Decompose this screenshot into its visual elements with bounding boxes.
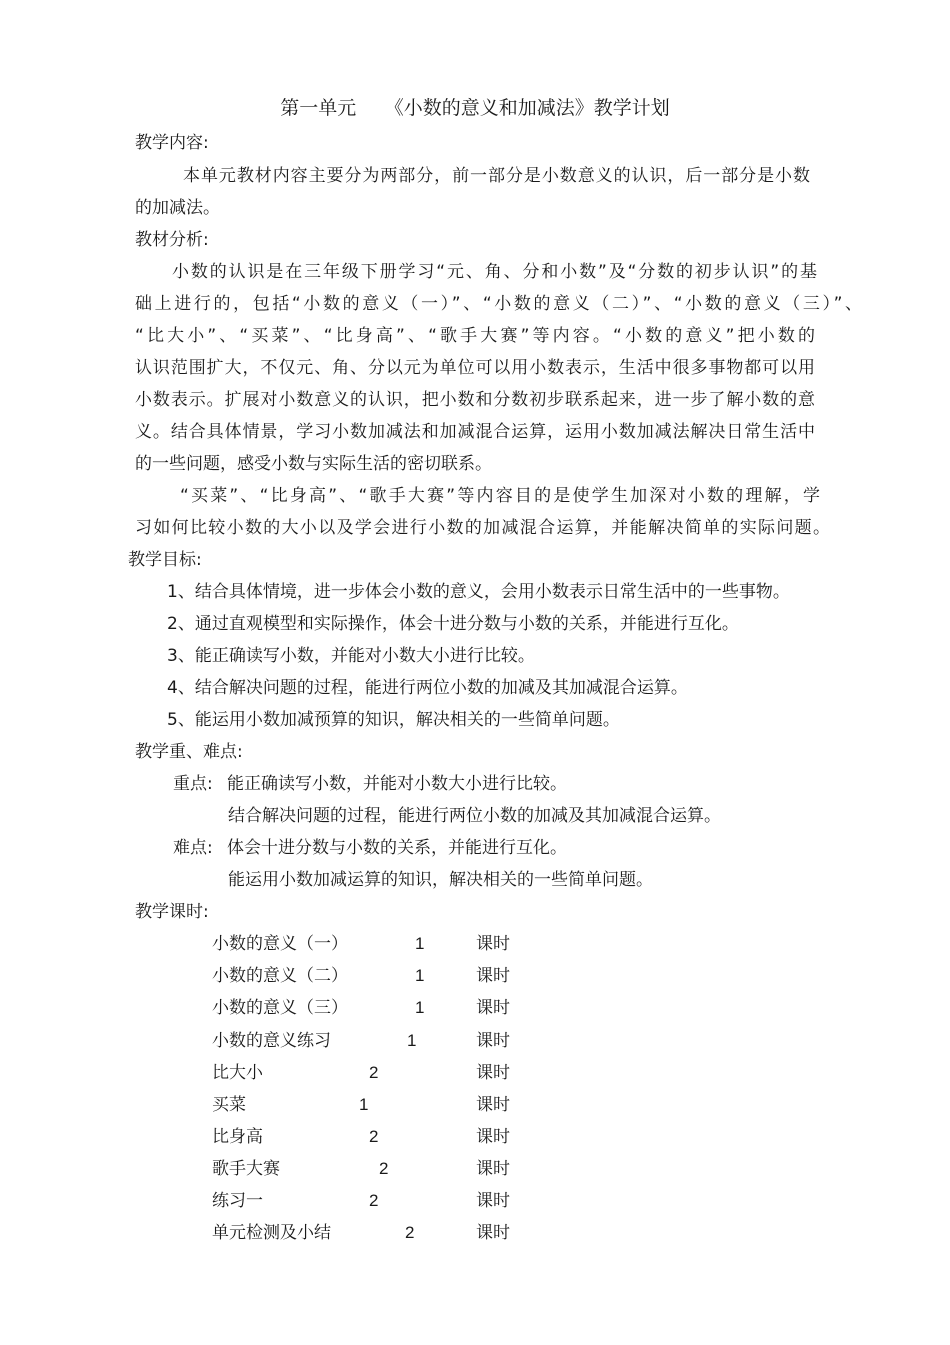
goal-item: 2、通过直观模型和实际操作，体会十进分数与小数的关系，并能进行互化。: [167, 614, 739, 634]
lesson-unit: 课时: [476, 1063, 510, 1083]
hours-row: [0, 1126, 950, 1150]
goal-item: 5、能运用小数加减预算的知识，解决相关的一些简单问题。: [167, 710, 620, 730]
goal-item: 3、能正确读写小数，并能对小数大小进行比较。: [167, 646, 535, 666]
analysis-paragraph-line: 的一些问题，感受小数与实际生活的密切联系。: [135, 454, 492, 474]
focus-item: 能正确读写小数，并能对小数大小进行比较。: [227, 774, 567, 794]
lesson-count: 2: [369, 1191, 379, 1210]
hours-row: [0, 997, 950, 1021]
hours-row: [0, 1094, 950, 1118]
section-heading-content: 教学内容:: [135, 133, 209, 153]
section-heading-hours: 教学课时:: [135, 902, 209, 922]
section-heading-analysis: 教材分析:: [135, 230, 209, 250]
analysis-paragraph-line: 习如何比较小数的大小以及学会进行小数的加减混合运算，并能解决简单的实际问题。: [135, 518, 830, 538]
lesson-name: 比大小: [212, 1063, 263, 1083]
hours-row: [0, 965, 950, 989]
difficulty-label: 难点:: [173, 838, 213, 858]
lesson-count: 2: [379, 1159, 389, 1178]
difficulty-item: 体会十进分数与小数的关系，并能进行互化。: [227, 838, 567, 858]
lesson-unit: 课时: [476, 934, 510, 954]
lesson-count: 1: [407, 1031, 417, 1050]
lesson-unit: 课时: [476, 1095, 510, 1115]
analysis-paragraph-line: 义。结合具体情景，学习小数加减法和加减混合运算，运用小数加减法解决日常生活中: [135, 422, 815, 442]
lesson-unit: 课时: [476, 1191, 510, 1211]
lesson-unit: 课时: [476, 1223, 510, 1243]
goal-item: 1、结合具体情境，进一步体会小数的意义，会用小数表示日常生活中的一些事物。: [167, 582, 790, 602]
page-title: 第一单元 《小数的意义和加减法》教学计划: [280, 97, 670, 119]
hours-row: [0, 1030, 950, 1054]
lesson-unit: 课时: [476, 998, 510, 1018]
hours-row: [0, 933, 950, 957]
content-paragraph-line: 本单元教材内容主要分为两部分，前一部分是小数意义的认识，后一部分是小数: [183, 166, 810, 186]
hours-row: [0, 1190, 950, 1214]
section-heading-goals: 教学目标:: [128, 550, 202, 570]
hours-row: [0, 1222, 950, 1246]
lesson-count: 1: [415, 934, 425, 953]
lesson-unit: 课时: [476, 1127, 510, 1147]
lesson-name: 练习一: [212, 1191, 263, 1211]
lesson-name: 小数的意义练习: [212, 1031, 331, 1051]
focus-item: 结合解决问题的过程，能进行两位小数的加减及其加减混合运算。: [228, 806, 721, 826]
analysis-paragraph-line: 小数表示。扩展对小数意义的认识，把小数和分数初步联系起来，进一步了解小数的意: [135, 390, 815, 410]
analysis-paragraph-line: “买菜”、“比身高”、“歌手大赛”等内容目的是使学生加深对小数的理解，学: [180, 486, 820, 506]
lesson-unit: 课时: [476, 966, 510, 986]
hours-row: [0, 1062, 950, 1086]
lesson-count: 2: [369, 1063, 379, 1082]
lesson-count: 1: [415, 966, 425, 985]
lesson-count: 2: [405, 1223, 415, 1242]
analysis-paragraph-line: 础上进行的，包括“小数的意义（一）”、“小数的意义（二）”、“小数的意义（三）”、: [135, 294, 862, 314]
focus-label: 重点:: [173, 774, 213, 794]
section-heading-key-points: 教学重、难点:: [135, 742, 243, 762]
lesson-name: 小数的意义（三）: [212, 998, 348, 1018]
lesson-unit: 课时: [476, 1031, 510, 1051]
lesson-count: 1: [359, 1095, 369, 1114]
lesson-name: 歌手大赛: [212, 1159, 280, 1179]
lesson-name: 小数的意义（一）: [212, 934, 348, 954]
lesson-name: 小数的意义（二）: [212, 966, 348, 986]
difficulty-item: 能运用小数加减运算的知识，解决相关的一些简单问题。: [228, 870, 653, 890]
lesson-name: 比身高: [212, 1127, 263, 1147]
hours-row: [0, 1158, 950, 1182]
analysis-paragraph-line: 小数的认识是在三年级下册学习“元、角、分和小数”及“分数的初步认识”的基: [172, 262, 817, 282]
analysis-paragraph-line: 认识范围扩大，不仅元、角、分以元为单位可以用小数表示，生活中很多事物都可以用: [135, 358, 815, 378]
lesson-name: 买菜: [212, 1095, 246, 1115]
content-paragraph-line: 的加减法。: [135, 198, 220, 218]
goal-item: 4、结合解决问题的过程，能进行两位小数的加减及其加减混合运算。: [167, 678, 688, 698]
lesson-count: 1: [415, 998, 425, 1017]
analysis-paragraph-line: “比大小”、“买菜”、“比身高”、“歌手大赛”等内容。“小数的意义”把小数的: [135, 326, 815, 346]
lesson-unit: 课时: [476, 1159, 510, 1179]
lesson-name: 单元检测及小结: [212, 1223, 331, 1243]
lesson-count: 2: [369, 1127, 379, 1146]
